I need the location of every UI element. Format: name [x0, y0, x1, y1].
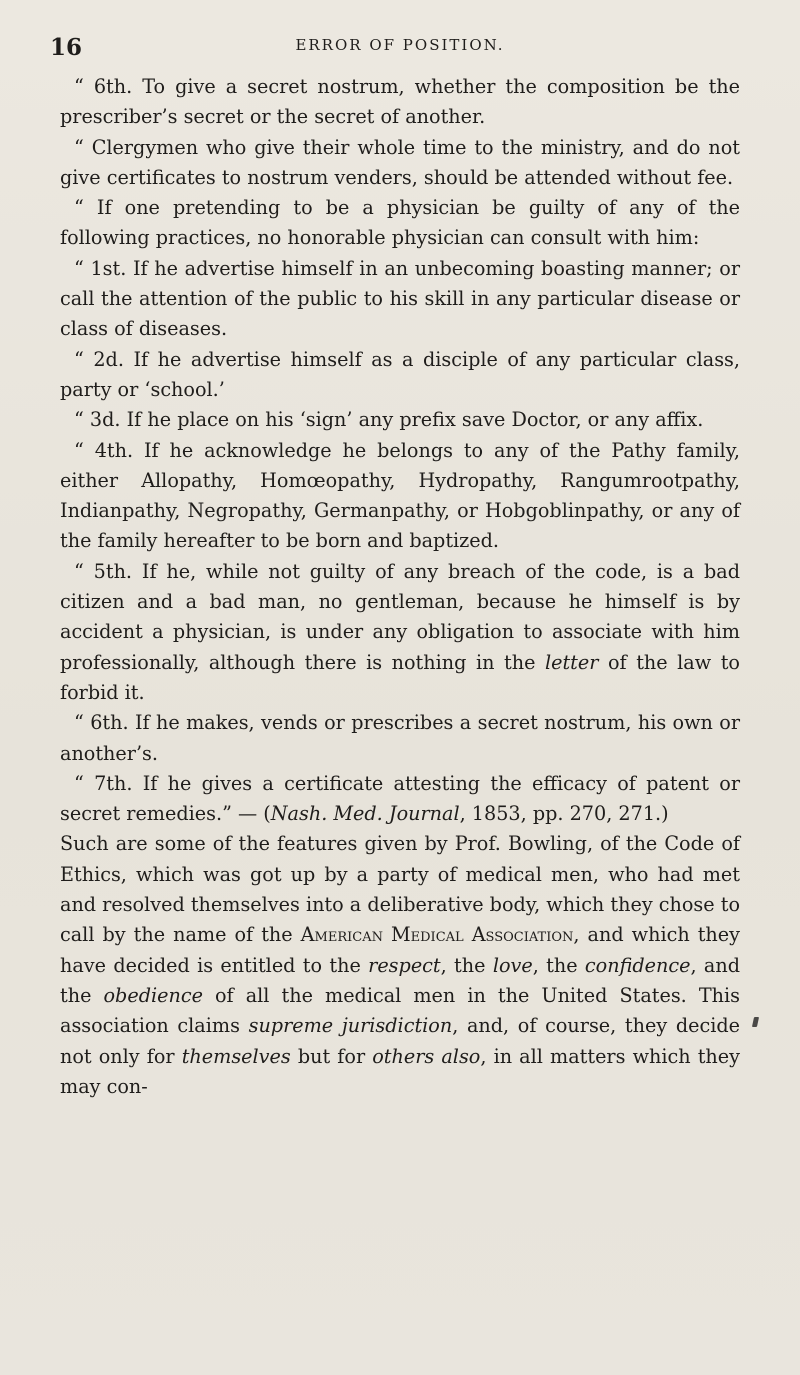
italic-respect: respect: [368, 953, 441, 977]
paragraph-7th-certificate: [60, 769, 740, 830]
paragraph-7th-text-c: , 1853, pp. 270, 271.): [459, 802, 669, 826]
body-text: [60, 72, 740, 1102]
paragraph-clergymen: “ Clergymen who give their whole time to the ministry, and do not give certificates to nostrum venders, should be attended without fee.: [60, 135, 740, 189]
commentary-part-5: , and the: [60, 953, 740, 1007]
italic-themselves: themselves: [181, 1044, 291, 1068]
italic-supreme-jurisdiction: supreme jurisdiction: [248, 1014, 453, 1038]
italic-love: love: [492, 953, 533, 977]
running-header: [50, 34, 740, 68]
italic-others-also: others also: [372, 1044, 481, 1068]
paragraph-commentary: [60, 829, 740, 1102]
paragraph-6th-makes-vends: “ 6th. If he makes, vends or prescribes a secret nostrum, his own or another’s.: [60, 711, 740, 765]
italic-obedience: obedience: [103, 983, 203, 1007]
paragraph-3d-sign: “ 3d. If he place on his ‘sign’ any prefix save Doctor, or any affix.: [74, 408, 704, 432]
paragraph-4th-pathy-family: “ 4th. If he acknowledge he belongs to any of the Pathy family, either Allopathy, Homœopathy, Hydropathy, Rangumrootpathy, Indianpathy, Negropathy, Germanpathy, or Hobgoblinpathy, or any of the family hereafter to be born and baptized.: [60, 438, 740, 553]
paragraph-7th-text-a: “ 7th. If he gives a certificate attesting the efficacy of patent or secret remedies.” — (: [60, 771, 740, 826]
paragraph-6th-secret-nostrum: “ 6th. To give a secret nostrum, whether the composition be the prescriber’s secret or the secret of another.: [60, 75, 740, 129]
paragraph-2d-disciple: “ 2d. If he advertise himself as a disciple of any particular class, party or ‘school.’: [60, 347, 740, 401]
commentary-part-3: , the: [440, 953, 493, 977]
paragraph-5th-text-a: “ 5th. If he, while not guilty of any breach of the code, is a bad citizen and a bad man, no gentleman, because he himself is by accident a physician, is under any obligation to associate with him professionally, although there is nothing in the: [60, 559, 740, 674]
commentary-part-1: Such are some of the features given by Prof. Bowling, of the Code of Ethics, which was got up by a party of medical men, who had met and resolved themselves into a deliberative body, which they chose to call by the name of the: [60, 832, 740, 947]
commentary-part-8: but for: [290, 1044, 373, 1068]
italic-confidence: confidence: [584, 953, 691, 977]
italic-letter: letter: [544, 650, 599, 674]
commentary-part-2: , and which they have decided is entitled to the: [60, 923, 740, 977]
paragraph-1st-advertise: “ 1st. If he advertise himself in an unbecoming boasting manner; or call the attention of the public to his skill in any particular disease or class of diseases.: [60, 256, 740, 341]
paragraph-5th-bad-citizen: [60, 557, 740, 708]
commentary-part-4: , the: [532, 953, 585, 977]
commentary-part-9: , in all matters which they may con-: [60, 1044, 740, 1098]
paragraph-5th-text-c: of the law to forbid it.: [60, 650, 740, 704]
commentary-part-7: , and, of course, they decide not only for: [60, 1014, 740, 1068]
paragraph-pretending-physician: “ If one pretending to be a physician be guilty of any of the following practices, no honorable physician can consult with him:: [60, 196, 740, 250]
association-name: American Medical Association: [300, 923, 574, 947]
commentary-part-6: of all the medical men in the United States. This association claims: [60, 983, 740, 1038]
page-number: 16: [50, 34, 83, 61]
running-title: ERROR OF POSITION.: [295, 36, 505, 54]
citation-journal: Nash. Med. Journal: [270, 802, 460, 826]
